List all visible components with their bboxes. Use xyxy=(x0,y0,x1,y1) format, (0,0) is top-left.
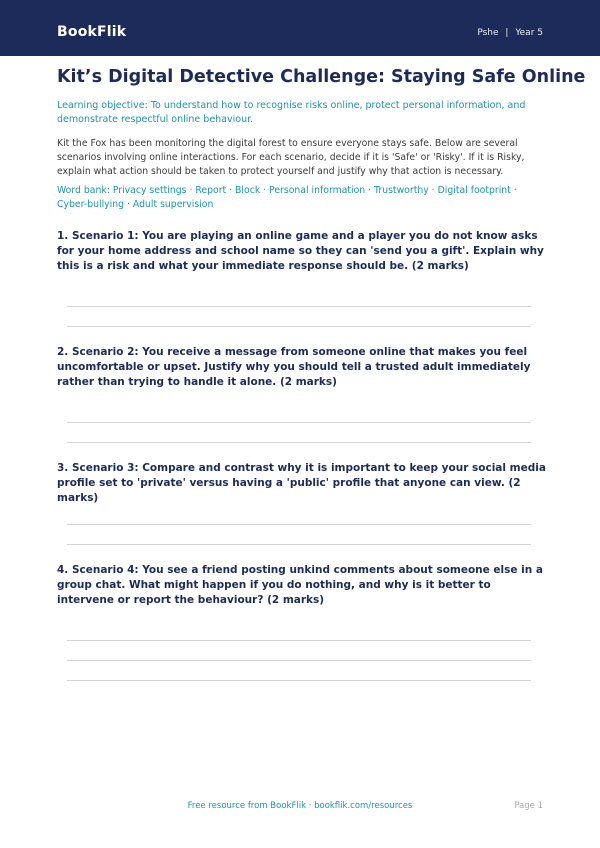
year-label: Year 5 xyxy=(515,28,543,38)
answer-line[interactable] xyxy=(67,680,531,681)
header-meta xyxy=(477,28,543,38)
question-4: 4. Scenario 4: You see a friend posting unkind comments about someone else in a group chat. What might happen if you do nothing, and why is it better to intervene or report the behaviour? (2 marks) xyxy=(57,564,543,606)
footer-link[interactable]: Free resource from BookFlik · bookflik.com/resources xyxy=(187,801,413,811)
question-3: 3. Scenario 3: Compare and contrast why it is important to keep your social media profile set to 'private' versus having a 'public' profile that anyone can view. (2 marks) xyxy=(57,462,546,504)
question-1: 1. Scenario 1: You are playing an online game and a player you do not know asks for your home address and school name so they can 'send you a gift'. Explain why this is a risk and what your immediate response should be. (2 marks) xyxy=(57,230,544,272)
answer-line[interactable] xyxy=(67,640,531,641)
answer-line[interactable] xyxy=(67,524,531,525)
subject-label: Pshe xyxy=(477,28,499,38)
answer-line[interactable] xyxy=(67,544,531,545)
page-title: Kit’s Digital Detective Challenge: Staying Safe Online xyxy=(57,67,586,87)
brand-logo: BookFlik xyxy=(57,24,127,40)
page-footer xyxy=(0,801,600,815)
word-bank: Word bank: Privacy settings · Report · Block · Personal information · Trustworthy · Digital footprint · Cyber-bullying · Adult supervision xyxy=(57,185,517,210)
intro-text: Kit the Fox has been monitoring the digital forest to ensure everyone stays safe. Below are several scenarios involving online interactions. For each scenario, decide if it is 'Safe' or 'Risky'. If it is Risky, explain what action should be taken to protect yourself and justify why that action is necessary. xyxy=(57,138,525,177)
meta-separator: | xyxy=(505,28,509,38)
answer-line[interactable] xyxy=(67,306,531,307)
learning-objective: Learning objective: To understand how to recognise risks online, protect personal information, and demonstrate respectful online behaviour. xyxy=(57,100,526,125)
page-number: Page 1 xyxy=(514,801,543,811)
answer-line[interactable] xyxy=(67,326,531,327)
answer-line[interactable] xyxy=(67,422,531,423)
answer-line[interactable] xyxy=(67,660,531,661)
page-header xyxy=(0,0,600,56)
question-2: 2. Scenario 2: You receive a message from someone online that makes you feel uncomfortable or upset. Justify why you should tell a trusted adult immediately rather than trying to handle it alone. (2 marks) xyxy=(57,346,531,388)
answer-line[interactable] xyxy=(67,442,531,443)
